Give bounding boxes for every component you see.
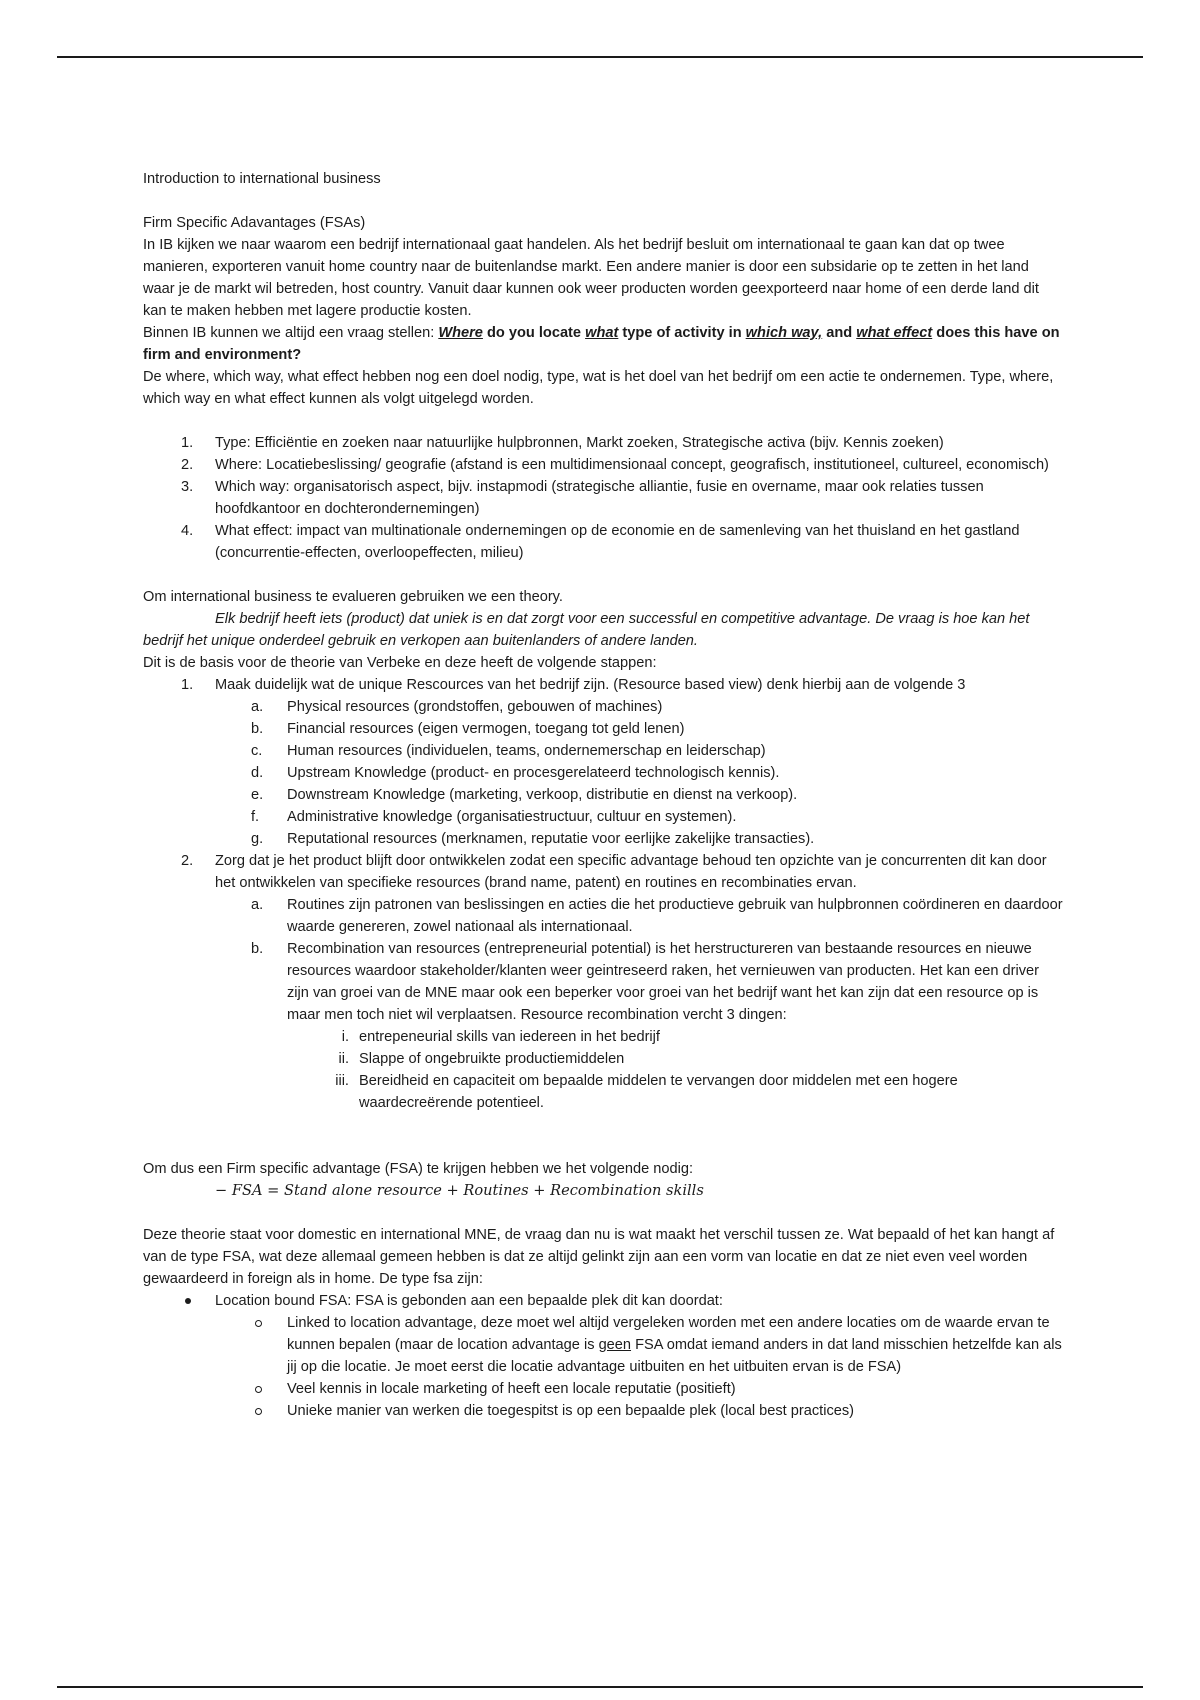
list-item: iii. Bereidheid en capaciteit om bepaalde middelen te vervangen door middelen met een hogere waardecreërende potentieel. bbox=[335, 1073, 958, 1111]
theory-italic: Elk bedrijf heeft iets (product) dat uniek is en dat zorgt voor een successful en competitive advantage. De vraag is hoe kan het bedrijf het unique onderdeel gebruik en verkopen aan buitenlanders of andere landen. bbox=[143, 611, 1030, 649]
domestic-paragraph: Deze theorie staat voor domestic en international MNE, de vraag dan nu is wat maakt het verschil tussen ze. Wat bepaald of het kan hangt af van de type FSA, wat deze allemaal gemeen hebben is dat ze altijd gelinkt zijn aan een vorm van locatie en dat ze niet even veel worden gewaardeerd in foreign als in home. De type fsa zijn: bbox=[143, 1227, 1055, 1287]
list-item: 3. Which way: organisatorisch aspect, bijv. instapmodi (strategische alliantie, fusie en overname, maar ook relaties tussen hoofdkantoor en dochterondernemingen) bbox=[181, 479, 984, 517]
list-item: a. Routines zijn patronen van beslissingen en acties die het productieve gebruik van hulpbronnen coördineren en daardoor waarde genereren, zowel nationaal als internationaal. bbox=[251, 897, 1063, 935]
footer-rule bbox=[57, 1686, 1143, 1688]
intro-paragraph: In IB kijken we naar waarom een bedrijf internationaal gaat handelen. Als het bedrijf besluit om internationaal te gaan kan dat op twee manieren, exporteren vanuit home country naar de buitenlandse markt. Een andere manier is door een subsidarie op te zetten in het land waar je de markt wil betreden, host country. Vanuit daar kunnen ook weer producten worden geexporteerd naar home of een derde land dit kan te maken hebben met lagere productie kosten. bbox=[143, 237, 1039, 319]
document-title: Introduction to international business bbox=[143, 171, 381, 187]
list-item: Veel kennis in locale marketing of heeft een locale reputatie (positieft) bbox=[143, 1378, 1063, 1400]
goal-paragraph: De where, which way, what effect hebben nog een doel nodig, type, wat is het doel van het bedrijf om een actie te ondernemen. Type, where, which way en what effect kunnen als volgt uitgelegd worden. bbox=[143, 369, 1054, 407]
section-heading-fsa: Firm Specific Adavantages (FSAs) bbox=[143, 215, 366, 231]
document-body bbox=[143, 168, 1063, 1422]
list-item: Unieke manier van werken die toegespitst is op een bepaalde plek (local best practices) bbox=[143, 1400, 1063, 1422]
list-item: 2. Where: Locatiebeslissing/ geografie (afstand is een multidimensionaal concept, geografisch, institutioneel, cultureel, economisch) bbox=[181, 457, 1049, 473]
circle-bullet-icon bbox=[255, 1320, 262, 1327]
list-item: g. Reputational resources (merknamen, reputatie voor eerlijke zakelijke transacties). bbox=[251, 831, 815, 847]
resources-list bbox=[143, 696, 1063, 850]
list-item: f. Administrative knowledge (organisatiestructuur, cultuur en systemen). bbox=[251, 809, 737, 825]
list-item: 2. Zorg dat je het product blijft door ontwikkelen zodat een specific advantage behoud ten opzichte van je concurrenten dit kan door het ontwikkelen van specifieke resources (brand name, patent) en routines en recombinaties ervan. bbox=[181, 853, 1047, 891]
list-item: 4. What effect: impact van multinationale ondernemingen op de economie en de samenleving van het thuisland en het gastland (concurrentie-effecten, overloopeffecten, milieu) bbox=[181, 523, 1020, 561]
core-question: Binnen IB kunnen we altijd een vraag stellen: Where do you locate what type of activity in which way, and what effect does this have on firm and environment? bbox=[143, 325, 1060, 363]
verbeke-steps bbox=[143, 674, 1063, 1114]
list-item: 1. Maak duidelijk wat de unique Rescources van het bedrijf zijn. (Resource based view) denk hierbij aan de volgende 3 bbox=[181, 677, 966, 693]
list-item: a. Physical resources (grondstoffen, gebouwen of machines) bbox=[251, 699, 663, 715]
list-item: c. Human resources (individuelen, teams, ondernemerschap en leiderschap) bbox=[251, 743, 766, 759]
list-item: b. Recombination van resources (entrepreneurial potential) is het herstructureren van bestaande resources en nieuwe resources waardoor stakeholder/klanten weer geintreseerd raken, het vernieuwen van producten. Het kan een driver zijn van groei van de MNE maar ook een beperker voor groei van het bedrijf want het kan zijn dat een resource op is maar men toch niet wil verplaatsen. Resource recombination vercht 3 dingen: bbox=[251, 941, 1040, 1023]
circle-bullet-icon bbox=[255, 1386, 262, 1393]
dimensions-list bbox=[143, 432, 1063, 564]
list-item: b. Financial resources (eigen vermogen, toegang tot geld lenen) bbox=[251, 721, 685, 737]
location-bound-sublist bbox=[143, 1312, 1063, 1422]
list-item: i. entrepeneurial skills van iedereen in het bedrijf bbox=[341, 1029, 660, 1045]
fsa-formula: − FSA = Stand alone resource + Routines + Recombination skills bbox=[215, 1182, 704, 1199]
list-item: Linked to location advantage, deze moet wel altijd vergeleken worden met een andere locaties om de waarde ervan te kunnen bepalen (maar de location advantage is geen FSA omdat iemand anders in dat land misschien hetzelfde kan als jij op die locatie. Je moet eerst die locatie advantage uitbuiten en het uitbuiten ervan is de FSA) bbox=[143, 1312, 1063, 1378]
circle-bullet-icon bbox=[255, 1408, 262, 1415]
step2-sublist bbox=[143, 894, 1063, 1114]
list-item: 1. Type: Efficiëntie en zoeken naar natuurlijke hulpbronnen, Markt zoeken, Strategische activa (bijv. Kennis zoeken) bbox=[181, 435, 944, 451]
bullet-icon bbox=[185, 1298, 191, 1304]
list-item: Location bound FSA: FSA is gebonden aan een bepaalde plek dit kan doordat: bbox=[143, 1290, 1063, 1312]
theory-intro: Om international business te evalueren gebruiken we een theory. bbox=[143, 589, 563, 605]
verbeke-intro: Dit is de basis voor de theorie van Verbeke en deze heeft de volgende stappen: bbox=[143, 655, 657, 671]
list-item: d. Upstream Knowledge (product- en procesgerelateerd technologisch kennis). bbox=[251, 765, 780, 781]
fsa-types-list bbox=[143, 1290, 1063, 1422]
list-item: e. Downstream Knowledge (marketing, verkoop, distributie en dienst na verkoop). bbox=[251, 787, 798, 803]
recombination-needs-list bbox=[143, 1026, 1063, 1114]
header-rule bbox=[57, 56, 1143, 58]
fsa-need: Om dus een Firm specific advantage (FSA) te krijgen hebben we het volgende nodig: bbox=[143, 1161, 694, 1177]
list-item: ii. Slappe of ongebruikte productiemiddelen bbox=[338, 1051, 625, 1067]
